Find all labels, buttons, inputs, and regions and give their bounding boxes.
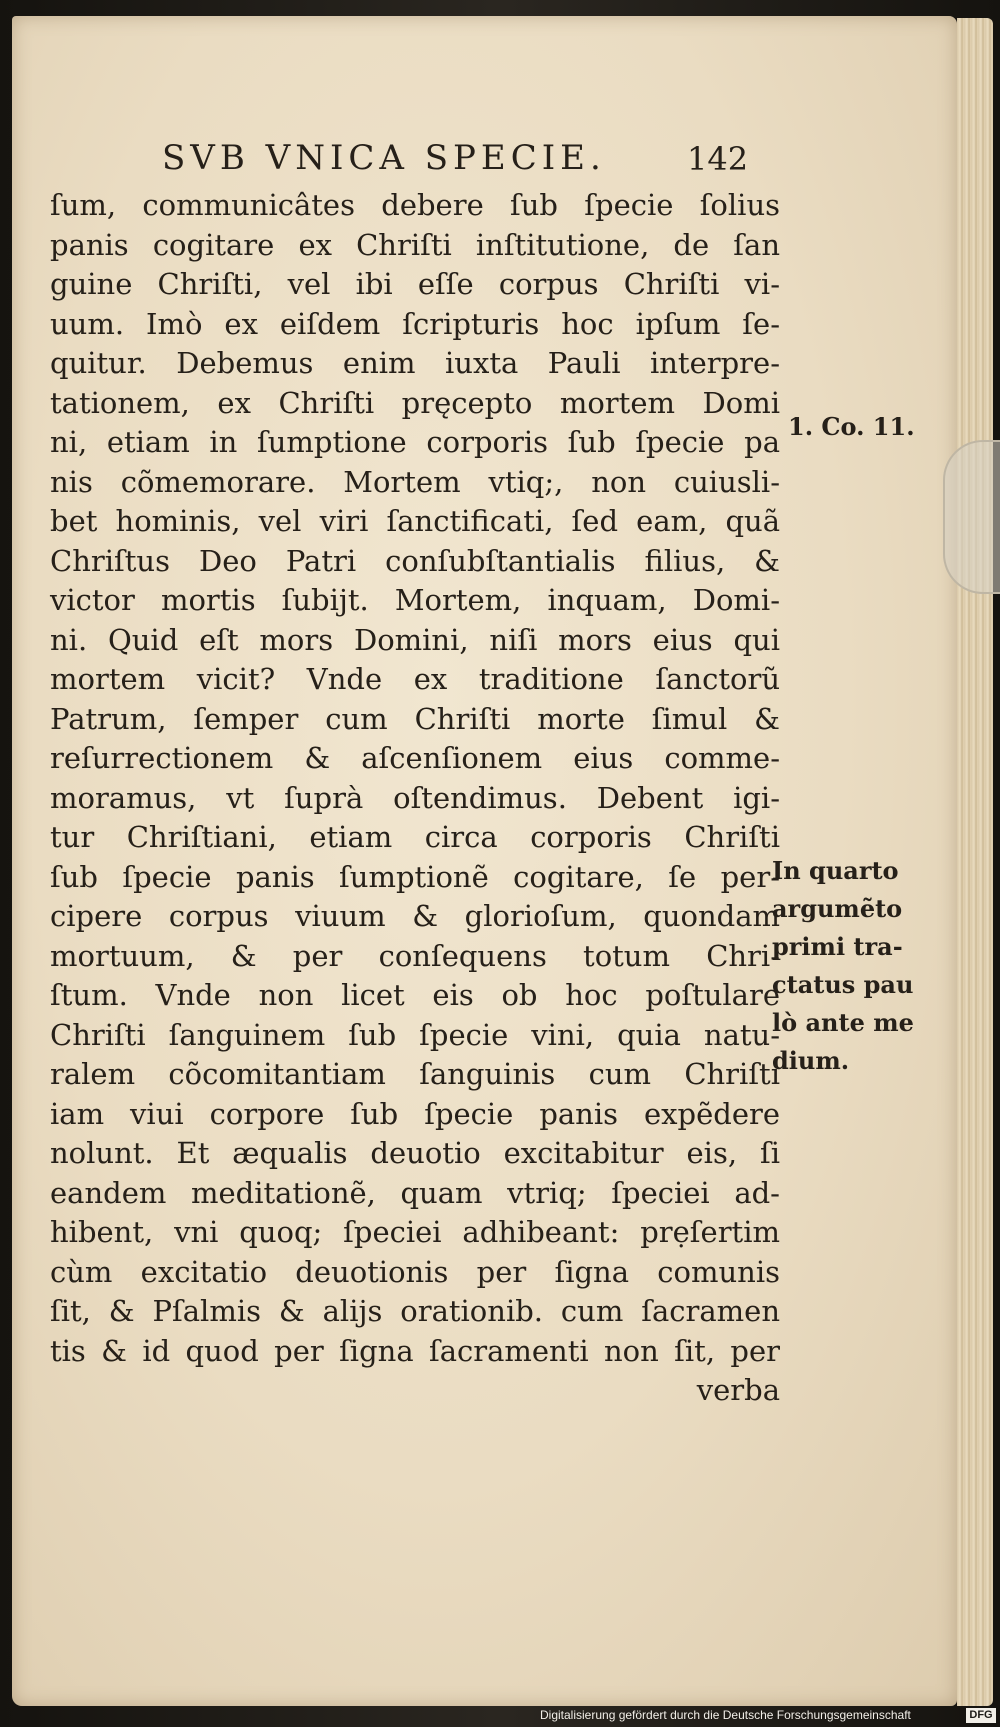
- text-line: eandem meditationẽ, quam vtriq; ſpeciei ad-: [50, 1175, 780, 1210]
- book-page: [12, 16, 957, 1706]
- text-line: uum. Imò ex eiſdem ſcripturis hoc ipſum ſe-: [50, 306, 780, 341]
- text-line: iam viui corpore ſub ſpecie panis expẽdere: [50, 1096, 780, 1131]
- footer-credit: Digitalisierung gefördert durch die Deutsche Forschungsgemeinschaft: [540, 1708, 911, 1722]
- text-line: tationem, ex Chriſti pręcepto mortem Domi: [50, 385, 780, 420]
- catchword: verba: [696, 1373, 780, 1407]
- side-note-line: ctatus pau: [772, 970, 914, 999]
- side-note-line: dium.: [772, 1046, 850, 1075]
- text-line: tur Chriſtiani, etiam circa corporis Chriſti: [50, 820, 780, 854]
- side-note-line: In quarto: [772, 856, 899, 885]
- text-line: ralem cõcomitantiam ſanguinis cum Chriſti: [50, 1057, 780, 1091]
- text-line: Chriſti ſanguinem ſub ſpecie vini, quia natu-: [50, 1017, 780, 1052]
- text-line: ni. Quid eſt mors Domini, niſi mors eius qui: [50, 622, 780, 657]
- text-line: hibent, vni quoq; ſpeciei adhibeant: prẹſertim: [50, 1215, 780, 1249]
- text-line: nolunt. Et æqualis deuotio excitabitur eis, ſi: [50, 1136, 780, 1170]
- side-note-line: lò ante me: [772, 1008, 914, 1037]
- dfg-logo: DFG: [966, 1708, 996, 1723]
- running-head: SVB VNICA SPECIE.: [162, 138, 606, 178]
- side-note-line: argumẽto: [772, 894, 903, 923]
- main-text-block: [50, 186, 780, 1411]
- text-line: moramus, vt ſuprà oſtendimus. Debent igi-: [50, 780, 780, 815]
- text-line: Chriſtus Deo Patri conſubſtantialis filius, &: [50, 543, 780, 578]
- text-line: ſum, communicâtes debere ſub ſpecie ſolius: [50, 188, 780, 222]
- text-line: ſit, & Pſalmis & alijs orationib. cum ſacramen: [50, 1294, 780, 1328]
- marginal-reference: 1. Co. 11.: [788, 412, 915, 441]
- text-line: cùm excitatio deuotionis per ſigna comunis: [50, 1254, 780, 1289]
- text-line: tis & id quod per ſigna ſacramenti non ſit, per: [50, 1333, 780, 1368]
- text-line: mortem vicit? Vnde ex traditione ſanctorũ: [50, 662, 780, 696]
- text-line: mortuum, & per conſequens totum Chri-: [50, 938, 780, 973]
- text-line: bet hominis, vel viri ſanctificati, ſed eam, quã: [50, 504, 780, 538]
- page-edge-stack: [957, 18, 993, 1706]
- text-line: nis cõmemorare. Mortem vtiq;, non cuiusli-: [50, 464, 780, 499]
- text-line: panis cogitare ex Chriſti inſtitutione, de ſan: [50, 227, 780, 262]
- text-line: ſtum. Vnde non licet eis ob hoc poſtulare: [50, 978, 780, 1012]
- text-line: Patrum, ſemper cum Chriſti morte ſimul &: [50, 701, 780, 736]
- side-note-line: primi tra-: [772, 932, 903, 961]
- page-clip: [943, 440, 1000, 594]
- text-line: cipere corpus viuum & glorioſum, quondam: [50, 899, 780, 933]
- side-note: [772, 852, 932, 1080]
- text-line: ſub ſpecie panis ſumptionẽ cogitare, ſe per-: [50, 859, 780, 894]
- text-line: guine Chriſti, vel ibi eſſe corpus Chriſti vi-: [50, 267, 780, 301]
- text-line: ni, etiam in ſumptione corporis ſub ſpecie pa: [50, 425, 780, 459]
- page-number: 142: [687, 140, 749, 178]
- text-line: quitur. Debemus enim iuxta Pauli interpre-: [50, 346, 780, 380]
- text-line: victor mortis ſubijt. Mortem, inquam, Domi-: [50, 583, 780, 617]
- text-line: reſurrectionem & aſcenſionem eius comme-: [50, 741, 780, 775]
